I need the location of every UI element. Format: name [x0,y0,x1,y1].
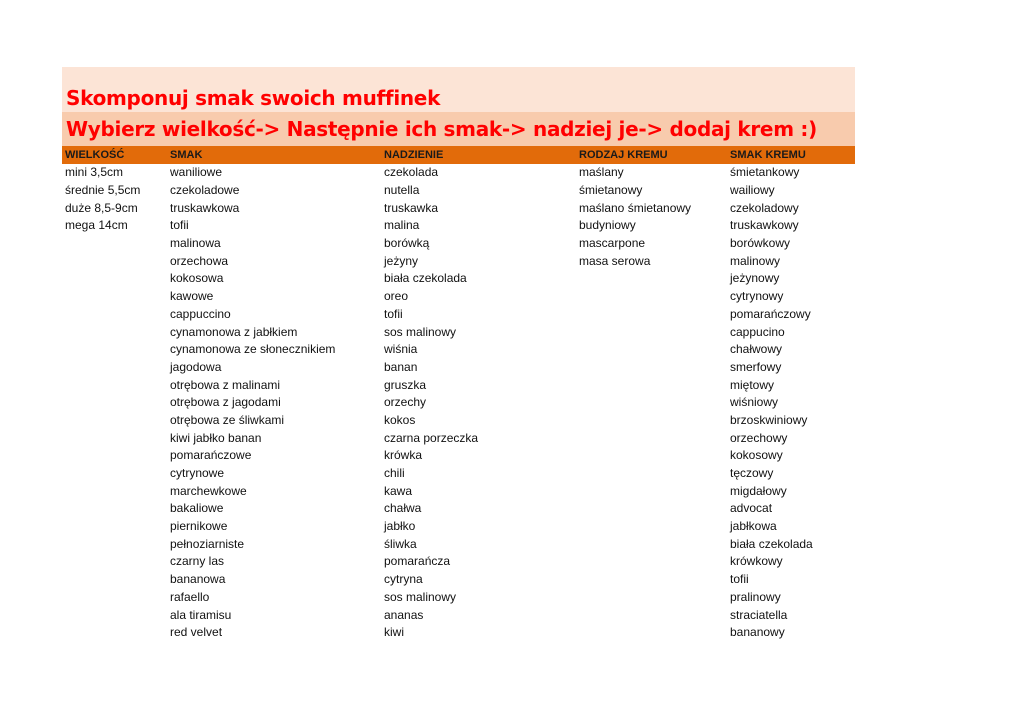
cell-size[interactable] [62,571,167,589]
cell-cream-flavor[interactable]: migdałowy [730,483,787,498]
table-row [62,376,855,394]
cell-filling[interactable]: pomarańcza [384,554,451,569]
table-row [62,182,855,200]
header-size[interactable]: WIELKOŚĆ [65,149,125,161]
table-row [62,553,855,571]
cell-cream-type[interactable]: mascarpone [579,236,646,251]
cell-flavor[interactable]: waniliowe [170,165,223,180]
table-row [62,447,855,465]
cell-size[interactable] [62,429,167,447]
cell-filling[interactable]: kawa [384,483,413,498]
cell-flavor[interactable]: pomarańczowe [170,448,252,463]
cell-size[interactable] [62,465,167,483]
cell-cream-flavor[interactable]: biała czekolada [730,536,813,551]
cell-filling[interactable]: kiwi [384,625,404,640]
table-row [62,359,855,377]
table-row [62,518,855,536]
header-flavor[interactable]: SMAK [170,149,203,161]
cell-cream-type[interactable] [576,323,727,341]
cell-filling[interactable]: truskawka [384,200,439,215]
cell-filling[interactable]: nutella [384,183,420,198]
header-cream-flavor[interactable]: SMAK KREMU [730,149,806,161]
cell-filling[interactable]: czekolada [384,165,439,180]
cell-cream-flavor[interactable]: czekoladowy [730,200,799,215]
cell-cream-type[interactable]: maślano śmietanowy [579,200,692,215]
cell-cream-flavor[interactable]: kokosowy [730,448,783,463]
cell-flavor[interactable]: red velvet [170,625,223,640]
cell-cream-type[interactable] [576,606,727,624]
cell-filling[interactable]: jeżyny [384,253,419,268]
subtitle-row[interactable] [62,112,855,146]
cell-size[interactable] [62,412,167,430]
cell-flavor[interactable]: bananowa [170,572,226,587]
cell-flavor[interactable]: ala tiramisu [170,607,232,622]
cell-cream-type[interactable] [576,341,727,359]
cell-size[interactable] [62,252,167,270]
table-row [62,288,855,306]
cell-cream-type[interactable]: masa serowa [579,253,651,268]
cell-cream-flavor[interactable]: straciatella [730,607,788,622]
table-row [62,252,855,270]
cell-flavor[interactable]: otrębowa z malinami [170,377,281,392]
spreadsheet [62,67,855,642]
table-row [62,500,855,518]
cell-cream-flavor[interactable]: miętowy [730,377,775,392]
cell-filling[interactable]: sos malinowy [384,589,457,604]
cell-flavor[interactable]: kokosowa [170,271,224,286]
cell-filling[interactable]: cytryna [384,572,423,587]
cell-flavor[interactable]: tofii [170,218,189,233]
cell-cream-type[interactable] [576,306,727,324]
cell-flavor[interactable]: cynamonowa ze słonecznikiem [170,342,336,357]
cell-cream-type[interactable] [576,589,727,607]
cell-cream-type[interactable] [576,482,727,500]
cell-flavor[interactable]: malinowa [170,236,221,251]
cell-cream-type[interactable] [576,553,727,571]
table-row [62,606,855,624]
cell-cream-flavor[interactable]: brzoskwiniowy [730,412,808,427]
cell-size[interactable]: duże 8,5-9cm [65,200,138,215]
cell-filling[interactable]: orzechy [384,395,427,410]
cell-cream-flavor[interactable]: truskawkowy [730,218,799,233]
cell-size[interactable] [62,341,167,359]
cell-cream-flavor[interactable]: advocat [730,501,773,516]
table-row [62,235,855,253]
table-row [62,429,855,447]
cell-cream-type[interactable] [576,465,727,483]
cell-cream-flavor[interactable]: krówkowy [730,554,783,569]
cell-cream-type[interactable]: budyniowy [579,218,636,233]
cell-filling[interactable]: czarna porzeczka [384,430,479,445]
cell-cream-type[interactable] [576,394,727,412]
cell-cream-flavor[interactable]: orzechowy [730,430,788,445]
cell-filling[interactable]: wiśnia [384,342,418,357]
cell-cream-flavor[interactable]: śmietankowy [730,165,800,180]
cell-filling[interactable]: oreo [384,289,409,304]
cell-size[interactable] [62,447,167,465]
cell-cream-type[interactable] [576,412,727,430]
table-row [62,199,855,217]
cell-cream-type[interactable] [576,376,727,394]
cell-flavor[interactable]: rafaello [170,589,210,604]
cell-size[interactable] [62,482,167,500]
table-row [62,571,855,589]
cell-cream-type[interactable] [576,447,727,465]
cell-cream-flavor[interactable]: tęczowy [730,466,774,481]
cell-cream-flavor[interactable]: wiśniowy [730,395,779,410]
cell-cream-flavor[interactable]: jeżynowy [730,271,780,286]
cell-size[interactable] [62,394,167,412]
cell-size[interactable] [62,235,167,253]
table-row [62,589,855,607]
header-cream-type[interactable]: RODZAJ KREMU [579,149,668,161]
title-row[interactable] [62,67,855,112]
cell-size[interactable] [62,624,167,642]
header-row [62,146,855,164]
cell-filling[interactable]: banan [384,359,418,374]
cell-cream-type[interactable] [576,518,727,536]
cell-filling[interactable]: chałwa [384,501,422,516]
cell-flavor[interactable]: orzechowa [170,253,229,268]
cell-size[interactable] [62,535,167,553]
cell-cream-type[interactable] [576,500,727,518]
cell-flavor[interactable]: cytrynowe [170,466,225,481]
cell-filling[interactable]: malina [384,218,420,233]
sheet-title: Skomponuj smak swoich muffinek [66,86,441,110]
cell-size[interactable]: mini 3,5cm [65,165,124,180]
cell-cream-flavor[interactable]: tofii [730,572,749,587]
cell-size[interactable] [62,500,167,518]
cell-size[interactable]: mega 14cm [65,218,128,233]
cell-size[interactable] [62,288,167,306]
cell-cream-flavor[interactable]: chałwowy [730,342,783,357]
cell-filling[interactable]: borówką [384,236,430,251]
cell-size[interactable] [62,553,167,571]
cell-filling[interactable]: sos malinowy [384,324,457,339]
cell-cream-type[interactable]: maślany [579,165,624,180]
cell-size[interactable]: średnie 5,5cm [65,183,141,198]
cell-size[interactable] [62,376,167,394]
cell-filling[interactable]: krówka [384,448,423,463]
cell-filling[interactable]: chili [384,466,405,481]
cell-flavor[interactable]: cappuccino [170,306,231,321]
table-body [62,164,855,642]
table-row [62,306,855,324]
cell-flavor[interactable]: piernikowe [170,519,228,534]
cell-filling[interactable]: śliwka [384,536,417,551]
cell-size[interactable] [62,270,167,288]
table-row [62,535,855,553]
table-row [62,270,855,288]
sheet-subtitle: Wybierz wielkość-> Następnie ich smak-> nadziej je-> dodaj krem :) [66,117,817,141]
cell-cream-flavor[interactable]: pralinowy [730,589,781,604]
cell-flavor[interactable]: truskawkowa [170,200,240,215]
cell-cream-flavor[interactable]: cytrynowy [730,289,784,304]
cell-size[interactable] [62,359,167,377]
cell-flavor[interactable]: czekoladowe [170,183,240,198]
cell-cream-flavor[interactable]: malinowy [730,253,781,268]
table-row [62,412,855,430]
cell-cream-type[interactable] [576,535,727,553]
table-row [62,465,855,483]
cell-cream-flavor[interactable]: bananowy [730,625,785,640]
cell-cream-type[interactable]: śmietanowy [579,183,643,198]
cell-filling[interactable]: jabłko [384,519,416,534]
cell-size[interactable] [62,606,167,624]
table-row [62,624,855,642]
cell-cream-type[interactable] [576,624,727,642]
cell-cream-type[interactable] [576,270,727,288]
cell-cream-type[interactable] [576,429,727,447]
cell-cream-flavor[interactable]: pomarańczowy [730,306,811,321]
cell-flavor[interactable]: jagodowa [170,359,222,374]
header-filling[interactable]: NADZIENIE [384,149,444,161]
table-row [62,323,855,341]
cell-size[interactable] [62,323,167,341]
cell-cream-type[interactable] [576,359,727,377]
cell-flavor[interactable]: kiwi jabłko banan [170,430,262,445]
cell-flavor[interactable]: pełnoziarniste [170,536,245,551]
cell-filling[interactable]: gruszka [384,377,427,392]
cell-cream-flavor[interactable]: smerfowy [730,359,782,374]
cell-flavor[interactable]: czarny las [170,554,225,569]
cell-filling[interactable]: kokos [384,412,416,427]
table-row [62,394,855,412]
cell-filling[interactable]: tofii [384,306,403,321]
cell-cream-flavor[interactable]: cappucino [730,324,785,339]
cell-flavor[interactable]: bakaliowe [170,501,224,516]
flavor-table [62,146,855,642]
cell-cream-type[interactable] [576,571,727,589]
cell-flavor[interactable]: kawowe [170,289,214,304]
cell-size[interactable] [62,306,167,324]
table-row [62,341,855,359]
cell-flavor[interactable]: otrębowa ze śliwkami [170,412,285,427]
cell-cream-flavor[interactable]: jabłkowa [730,519,777,534]
cell-filling[interactable]: ananas [384,607,424,622]
cell-filling[interactable]: biała czekolada [384,271,467,286]
cell-cream-flavor[interactable]: wailiowy [730,183,775,198]
table-row [62,482,855,500]
cell-cream-flavor[interactable]: borówkowy [730,236,791,251]
cell-flavor[interactable]: marchewkowe [170,483,247,498]
table-row [62,164,855,182]
cell-size[interactable] [62,518,167,536]
cell-size[interactable] [62,589,167,607]
table-row [62,217,855,235]
cell-cream-type[interactable] [576,288,727,306]
cell-flavor[interactable]: otrębowa z jagodami [170,395,281,410]
cell-flavor[interactable]: cynamonowa z jabłkiem [170,324,298,339]
